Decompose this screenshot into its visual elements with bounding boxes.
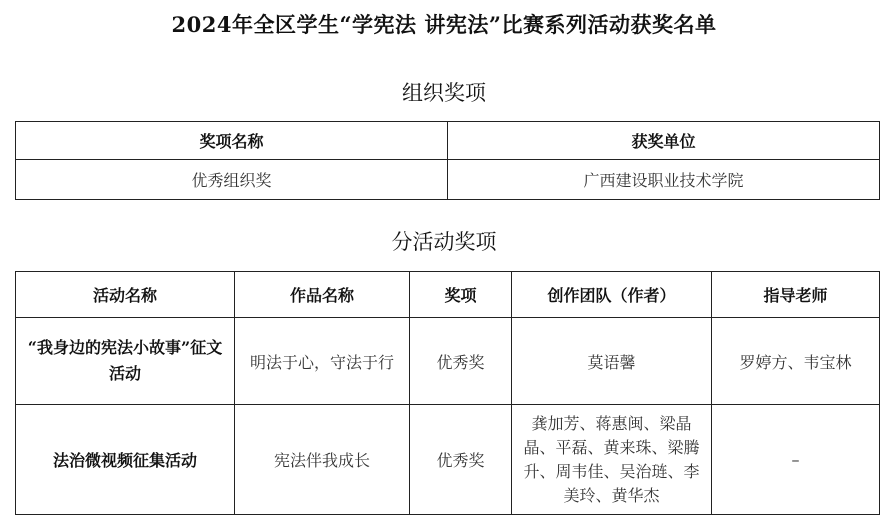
award-cell: 优秀奖: [410, 405, 512, 515]
creative-team-cell: 龚加芳、蒋惠闽、梁晶晶、平磊、黄来珠、梁腾升、周韦佳、吴治琏、李美玲、黄华杰: [512, 405, 712, 515]
activity-awards-table: [15, 271, 880, 515]
table-header-row: [16, 272, 880, 318]
table-header-row: [16, 122, 880, 160]
activity-name-cell: 法治微视频征集活动: [16, 405, 235, 515]
table-row: [16, 160, 880, 200]
creative-team-cell: 莫语馨: [512, 318, 712, 405]
advisor-cell: 罗婷方、韦宝林: [712, 318, 880, 405]
column-header-creative-team: 创作团队（作者）: [512, 272, 712, 318]
column-header-advisor: 指导老师: [712, 272, 880, 318]
advisor-cell: –: [712, 405, 880, 515]
column-header-award-name: 奖项名称: [16, 122, 448, 160]
winning-unit-cell: 广西建设职业技术学院: [448, 160, 880, 200]
section-heading-activity-awards: 分活动奖项: [391, 230, 497, 254]
table-row: [16, 318, 880, 405]
award-cell: 优秀奖: [410, 318, 512, 405]
table-row: [16, 405, 880, 515]
column-header-work-name: 作品名称: [235, 272, 410, 318]
organization-awards-table: [15, 121, 880, 200]
column-header-winning-unit: 获奖单位: [448, 122, 880, 160]
award-name-cell: 优秀组织奖: [16, 160, 448, 200]
column-header-activity-name: 活动名称: [16, 272, 235, 318]
section-heading-organization-awards: 组织奖项: [402, 81, 486, 105]
work-name-cell: 宪法伴我成长: [235, 405, 410, 515]
work-name-cell: 明法于心，守法于行: [235, 318, 410, 405]
activity-name-cell: “我身边的宪法小故事”征文活动: [16, 318, 235, 405]
page-title: 2024年全区学生“学宪法 讲宪法”比赛系列活动获奖名单: [171, 12, 717, 37]
column-header-award: 奖项: [410, 272, 512, 318]
